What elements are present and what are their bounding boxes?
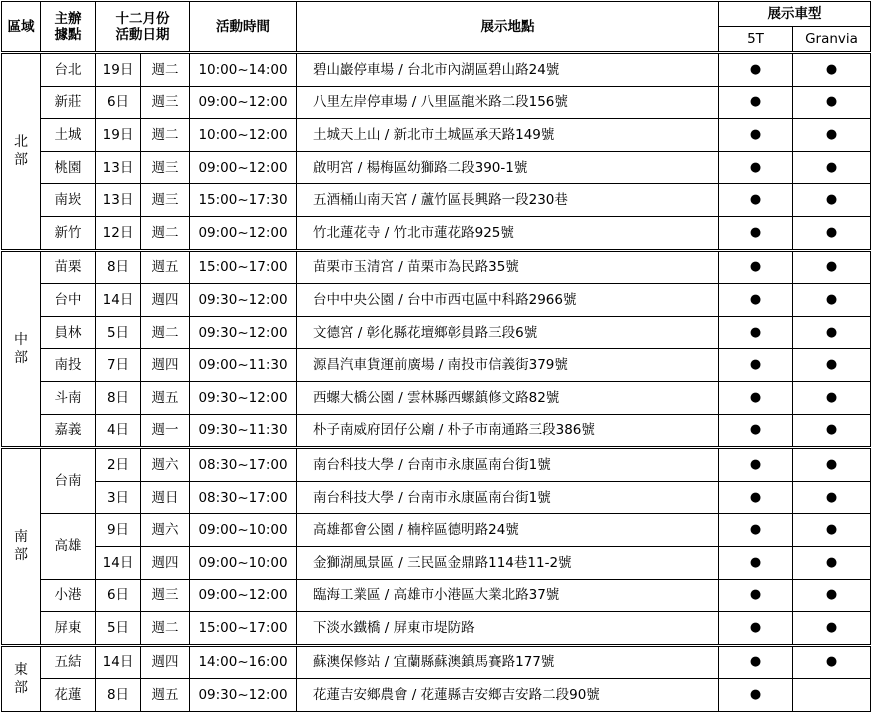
base-cell: 台南 [41,448,96,514]
model-granvia-dot: ● [793,414,871,448]
location-cell: 八里左岸停車場 / 八里區龍米路二段156號 [297,86,719,119]
day-cell: 7日 [96,349,141,382]
base-cell: 台中 [41,284,96,317]
model-granvia-dot: ● [793,349,871,382]
location-cell: 南台科技大學 / 台南市永康區南台街1號 [297,481,719,514]
model-granvia-dot: ● [793,481,871,514]
location-cell: 啟明宮 / 楊梅區幼獅路二段390-1號 [297,151,719,184]
day-cell: 8日 [96,250,141,284]
weekday-cell: 週三 [141,151,190,184]
weekday-cell: 週日 [141,481,190,514]
location-cell: 竹北蓮花寺 / 竹北市蓮花路925號 [297,216,719,250]
table-row [2,579,871,612]
model-granvia-dot: ● [793,184,871,217]
table-row [2,284,871,317]
day-cell: 4日 [96,414,141,448]
time-cell: 10:00~14:00 [190,53,297,87]
header-date: 十二月份 活動日期 [96,2,190,53]
model-5t-dot: ● [719,284,793,317]
time-cell: 09:30~12:00 [190,679,297,712]
base-cell: 南崁 [41,184,96,217]
time-cell: 08:30~17:00 [190,448,297,482]
location-cell: 土城天上山 / 新北市土城區承天路149號 [297,119,719,152]
weekday-cell: 週五 [141,381,190,414]
header-time: 活動時間 [190,2,297,53]
day-cell: 13日 [96,184,141,217]
location-cell: 下淡水鐵橋 / 屏東市堤防路 [297,612,719,646]
table-row [2,448,871,482]
day-cell: 6日 [96,86,141,119]
model-granvia-dot: ● [793,284,871,317]
base-cell: 員林 [41,316,96,349]
location-cell: 臨海工業區 / 高雄市小港區大業北路37號 [297,579,719,612]
weekday-cell: 週三 [141,184,190,217]
table-row [2,216,871,250]
table-row [2,119,871,152]
day-cell: 19日 [96,53,141,87]
model-5t-dot: ● [719,119,793,152]
time-cell: 08:30~17:00 [190,481,297,514]
model-5t-dot: ● [719,349,793,382]
day-cell: 8日 [96,679,141,712]
day-cell: 8日 [96,381,141,414]
weekday-cell: 週三 [141,579,190,612]
weekday-cell: 週四 [141,349,190,382]
day-cell: 14日 [96,546,141,579]
model-granvia-dot: ● [793,216,871,250]
model-5t-dot: ● [719,546,793,579]
header-model-granvia: Granvia [793,27,871,53]
base-cell: 五結 [41,645,96,679]
weekday-cell: 週五 [141,250,190,284]
model-granvia-empty [793,679,871,712]
time-cell: 09:00~10:00 [190,514,297,547]
base-cell: 新莊 [41,86,96,119]
time-cell: 15:00~17:30 [190,184,297,217]
model-granvia-dot: ● [793,612,871,646]
time-cell: 15:00~17:00 [190,612,297,646]
model-5t-dot: ● [719,645,793,679]
base-cell: 高雄 [41,514,96,579]
weekday-cell: 週二 [141,216,190,250]
header-models: 展示車型 [719,2,871,27]
location-cell: 蘇澳保修站 / 宜蘭縣蘇澳鎮馬賽路177號 [297,645,719,679]
model-granvia-dot: ● [793,250,871,284]
weekday-cell: 週四 [141,546,190,579]
time-cell: 09:30~12:00 [190,381,297,414]
weekday-cell: 週六 [141,514,190,547]
model-5t-dot: ● [719,381,793,414]
region-east: 東 部 [2,645,41,711]
weekday-cell: 週二 [141,53,190,87]
table-row [2,151,871,184]
base-cell: 土城 [41,119,96,152]
model-5t-dot: ● [719,151,793,184]
day-cell: 13日 [96,151,141,184]
model-granvia-dot: ● [793,579,871,612]
day-cell: 6日 [96,579,141,612]
time-cell: 09:00~12:00 [190,579,297,612]
model-granvia-dot: ● [793,381,871,414]
location-cell: 西螺大橋公園 / 雲林縣西螺鎮修文路82號 [297,381,719,414]
time-cell: 09:30~12:00 [190,284,297,317]
table-row [2,184,871,217]
table-row [2,86,871,119]
table-row [2,53,871,87]
table-row [2,546,871,579]
location-cell: 金獅湖風景區 / 三民區金鼎路114巷11-2號 [297,546,719,579]
table-row [2,679,871,712]
header-region: 區域 [2,2,41,53]
header-base: 主辦 據點 [41,2,96,53]
day-cell: 5日 [96,612,141,646]
header-location: 展示地點 [297,2,719,53]
day-cell: 3日 [96,481,141,514]
time-cell: 09:30~12:00 [190,316,297,349]
day-cell: 19日 [96,119,141,152]
table-row [2,316,871,349]
model-5t-dot: ● [719,184,793,217]
location-cell: 五酒桶山南天宮 / 蘆竹區長興路一段230巷 [297,184,719,217]
model-5t-dot: ● [719,316,793,349]
model-granvia-dot: ● [793,645,871,679]
table-row [2,381,871,414]
model-granvia-dot: ● [793,448,871,482]
time-cell: 09:30~11:30 [190,414,297,448]
time-cell: 10:00~12:00 [190,119,297,152]
weekday-cell: 週四 [141,645,190,679]
weekday-cell: 週二 [141,119,190,152]
base-cell: 小港 [41,579,96,612]
location-cell: 花蓮吉安鄉農會 / 花蓮縣吉安鄉吉安路二段90號 [297,679,719,712]
weekday-cell: 週五 [141,679,190,712]
base-cell: 斗南 [41,381,96,414]
model-5t-dot: ● [719,612,793,646]
model-5t-dot: ● [719,216,793,250]
base-cell: 苗栗 [41,250,96,284]
base-cell: 屏東 [41,612,96,646]
location-cell: 南台科技大學 / 台南市永康區南台街1號 [297,448,719,482]
time-cell: 09:00~12:00 [190,86,297,119]
model-5t-dot: ● [719,53,793,87]
location-cell: 文德宮 / 彰化縣花壇鄉彰員路三段6號 [297,316,719,349]
region-south: 南 部 [2,448,41,646]
base-cell: 嘉義 [41,414,96,448]
time-cell: 09:00~11:30 [190,349,297,382]
model-granvia-dot: ● [793,546,871,579]
table-row [2,645,871,679]
table-row [2,481,871,514]
model-granvia-dot: ● [793,53,871,87]
model-granvia-dot: ● [793,119,871,152]
day-cell: 12日 [96,216,141,250]
day-cell: 2日 [96,448,141,482]
day-cell: 9日 [96,514,141,547]
location-cell: 碧山巖停車場 / 台北市內湖區碧山路24號 [297,53,719,87]
time-cell: 09:00~10:00 [190,546,297,579]
region-central: 中 部 [2,250,41,448]
region-north: 北 部 [2,53,41,251]
time-cell: 14:00~16:00 [190,645,297,679]
header-model-5t: 5T [719,27,793,53]
weekday-cell: 週三 [141,86,190,119]
table-row [2,612,871,646]
base-cell: 花蓮 [41,679,96,712]
model-5t-dot: ● [719,448,793,482]
weekday-cell: 週二 [141,316,190,349]
model-granvia-dot: ● [793,151,871,184]
day-cell: 5日 [96,316,141,349]
base-cell: 新竹 [41,216,96,250]
model-granvia-dot: ● [793,86,871,119]
model-5t-dot: ● [719,679,793,712]
base-cell: 桃園 [41,151,96,184]
table-row [2,514,871,547]
base-cell: 台北 [41,53,96,87]
base-cell: 南投 [41,349,96,382]
location-cell: 高雄都會公園 / 楠梓區德明路24號 [297,514,719,547]
model-granvia-dot: ● [793,514,871,547]
model-5t-dot: ● [719,579,793,612]
location-cell: 源昌汽車貨運前廣場 / 南投市信義街379號 [297,349,719,382]
event-schedule-table [1,1,871,712]
weekday-cell: 週一 [141,414,190,448]
table-row [2,414,871,448]
time-cell: 15:00~17:00 [190,250,297,284]
time-cell: 09:00~12:00 [190,151,297,184]
location-cell: 朴子南威府囝仔公廟 / 朴子市南通路三段386號 [297,414,719,448]
weekday-cell: 週四 [141,284,190,317]
model-5t-dot: ● [719,86,793,119]
day-cell: 14日 [96,645,141,679]
model-5t-dot: ● [719,514,793,547]
model-5t-dot: ● [719,481,793,514]
table-row [2,349,871,382]
model-5t-dot: ● [719,250,793,284]
day-cell: 14日 [96,284,141,317]
weekday-cell: 週六 [141,448,190,482]
time-cell: 09:00~12:00 [190,216,297,250]
table-row [2,250,871,284]
model-5t-dot: ● [719,414,793,448]
model-granvia-dot: ● [793,316,871,349]
weekday-cell: 週二 [141,612,190,646]
location-cell: 台中中央公園 / 台中市西屯區中科路2966號 [297,284,719,317]
location-cell: 苗栗市玉清宮 / 苗栗市為民路35號 [297,250,719,284]
